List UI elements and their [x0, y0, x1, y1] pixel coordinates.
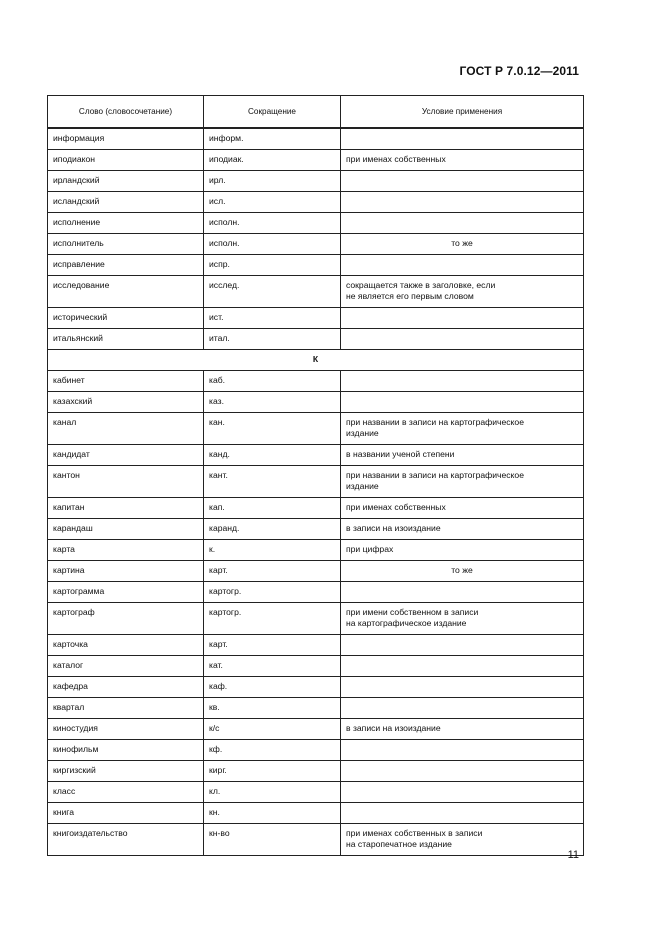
condition-line: издание: [346, 481, 379, 491]
cell-abbreviation: карт.: [204, 561, 341, 582]
cell-word: информация: [48, 128, 204, 150]
cell-word: картина: [48, 561, 204, 582]
table-row: [48, 171, 584, 192]
table-row: [48, 128, 584, 150]
condition-line: не является его первым словом: [346, 291, 474, 301]
cell-condition: [341, 782, 584, 803]
condition-line: при именах собственных: [346, 154, 446, 164]
condition-line: то же: [451, 565, 473, 575]
cell-word: каталог: [48, 656, 204, 677]
cell-abbreviation: ист.: [204, 308, 341, 329]
table-row: [48, 677, 584, 698]
cell-condition: [341, 740, 584, 761]
cell-condition: [341, 276, 584, 308]
cell-abbreviation: кап.: [204, 498, 341, 519]
table-row: [48, 603, 584, 635]
cell-word: исправление: [48, 255, 204, 276]
table-row: [48, 698, 584, 719]
cell-word: исторический: [48, 308, 204, 329]
cell-abbreviation: информ.: [204, 128, 341, 150]
table-row: [48, 329, 584, 350]
table-row: [48, 371, 584, 392]
condition-line: при имени собственном в записи: [346, 607, 479, 617]
cell-condition: [341, 540, 584, 561]
cell-condition: [341, 803, 584, 824]
cell-abbreviation: кн.: [204, 803, 341, 824]
table-row: [48, 466, 584, 498]
cell-word: книга: [48, 803, 204, 824]
cell-abbreviation: кант.: [204, 466, 341, 498]
cell-abbreviation: карт.: [204, 635, 341, 656]
condition-line: при цифрах: [346, 544, 394, 554]
cell-condition: [341, 561, 584, 582]
cell-abbreviation: итал.: [204, 329, 341, 350]
cell-abbreviation: кат.: [204, 656, 341, 677]
cell-condition: [341, 698, 584, 719]
condition-line: при названии в записи на картографическое: [346, 417, 524, 427]
cell-abbreviation: картогр.: [204, 603, 341, 635]
cell-condition: [341, 192, 584, 213]
table-header-row: [48, 96, 584, 129]
cell-word: карточка: [48, 635, 204, 656]
column-header-word: Слово (словосочетание): [48, 96, 204, 129]
section-letter-row: [48, 350, 584, 371]
cell-condition: [341, 466, 584, 498]
table-row: [48, 445, 584, 466]
cell-condition: [341, 677, 584, 698]
condition-line: то же: [451, 238, 473, 248]
condition-line: при названии в записи на картографическое: [346, 470, 524, 480]
cell-condition: [341, 656, 584, 677]
cell-abbreviation: каз.: [204, 392, 341, 413]
cell-abbreviation: кф.: [204, 740, 341, 761]
cell-condition: [341, 519, 584, 540]
cell-word: кандидат: [48, 445, 204, 466]
cell-word: книгоиздательство: [48, 824, 204, 856]
cell-abbreviation: каф.: [204, 677, 341, 698]
cell-condition: [341, 498, 584, 519]
condition-line: при именах собственных в записи: [346, 828, 483, 838]
cell-abbreviation: исполн.: [204, 234, 341, 255]
cell-word: казахский: [48, 392, 204, 413]
table-row: [48, 561, 584, 582]
cell-abbreviation: кн-во: [204, 824, 341, 856]
cell-word: картограмма: [48, 582, 204, 603]
cell-abbreviation: исл.: [204, 192, 341, 213]
cell-word: кантон: [48, 466, 204, 498]
condition-line: сокращается также в заголовке, если: [346, 280, 496, 290]
cell-abbreviation: к/с: [204, 719, 341, 740]
cell-word: картограф: [48, 603, 204, 635]
table-row: [48, 635, 584, 656]
cell-word: класс: [48, 782, 204, 803]
cell-word: исполнитель: [48, 234, 204, 255]
condition-line: на картографическое издание: [346, 618, 467, 628]
cell-abbreviation: кв.: [204, 698, 341, 719]
cell-word: киностудия: [48, 719, 204, 740]
table-row: [48, 192, 584, 213]
cell-abbreviation: каб.: [204, 371, 341, 392]
cell-condition: [341, 719, 584, 740]
table-row: [48, 498, 584, 519]
table-row: [48, 519, 584, 540]
cell-abbreviation: кирг.: [204, 761, 341, 782]
cell-condition: [341, 234, 584, 255]
cell-abbreviation: каранд.: [204, 519, 341, 540]
document-code: ГОСТ Р 7.0.12—2011: [459, 64, 579, 78]
cell-condition: [341, 824, 584, 856]
cell-word: ирландский: [48, 171, 204, 192]
table-row: [48, 540, 584, 561]
cell-abbreviation: кан.: [204, 413, 341, 445]
condition-line: в названии ученой степени: [346, 449, 455, 459]
cell-condition: [341, 128, 584, 150]
table-row: [48, 213, 584, 234]
table-row: [48, 150, 584, 171]
cell-condition: [341, 171, 584, 192]
cell-abbreviation: иподиак.: [204, 150, 341, 171]
cell-condition: [341, 255, 584, 276]
cell-abbreviation: исслед.: [204, 276, 341, 308]
table-row: [48, 413, 584, 445]
cell-condition: [341, 635, 584, 656]
cell-abbreviation: к.: [204, 540, 341, 561]
cell-word: итальянский: [48, 329, 204, 350]
cell-condition: [341, 445, 584, 466]
cell-word: канал: [48, 413, 204, 445]
cell-condition: [341, 329, 584, 350]
abbreviations-table: [47, 95, 584, 856]
table-row: [48, 824, 584, 856]
table-row: [48, 234, 584, 255]
cell-word: исполнение: [48, 213, 204, 234]
table-row: [48, 761, 584, 782]
cell-condition: [341, 308, 584, 329]
cell-condition: [341, 413, 584, 445]
cell-word: исследование: [48, 276, 204, 308]
cell-word: кинофильм: [48, 740, 204, 761]
table-row: [48, 803, 584, 824]
cell-abbreviation: ирл.: [204, 171, 341, 192]
table-row: [48, 255, 584, 276]
cell-abbreviation: канд.: [204, 445, 341, 466]
cell-word: квартал: [48, 698, 204, 719]
table-row: [48, 392, 584, 413]
cell-word: исландский: [48, 192, 204, 213]
condition-line: при именах собственных: [346, 502, 446, 512]
cell-abbreviation: испр.: [204, 255, 341, 276]
section-letter: К: [48, 350, 584, 371]
cell-word: капитан: [48, 498, 204, 519]
cell-abbreviation: исполн.: [204, 213, 341, 234]
cell-condition: [341, 150, 584, 171]
table-row: [48, 276, 584, 308]
table-row: [48, 740, 584, 761]
cell-abbreviation: кл.: [204, 782, 341, 803]
table-row: [48, 582, 584, 603]
condition-line: в записи на изоиздание: [346, 523, 441, 533]
cell-condition: [341, 392, 584, 413]
cell-condition: [341, 371, 584, 392]
cell-word: карандаш: [48, 519, 204, 540]
table-body: [48, 128, 584, 856]
condition-line: в записи на изоиздание: [346, 723, 441, 733]
cell-word: киргизский: [48, 761, 204, 782]
cell-word: иподиакон: [48, 150, 204, 171]
cell-condition: [341, 603, 584, 635]
cell-word: карта: [48, 540, 204, 561]
column-header-condition: Условие применения: [341, 96, 584, 129]
condition-line: издание: [346, 428, 379, 438]
table-row: [48, 782, 584, 803]
cell-condition: [341, 213, 584, 234]
table-row: [48, 308, 584, 329]
cell-condition: [341, 582, 584, 603]
column-header-abbreviation: Сокращение: [204, 96, 341, 129]
cell-condition: [341, 761, 584, 782]
condition-line: на старопечатное издание: [346, 839, 452, 849]
table-row: [48, 719, 584, 740]
cell-word: кабинет: [48, 371, 204, 392]
cell-word: кафедра: [48, 677, 204, 698]
page-number: 11: [567, 849, 579, 861]
table-row: [48, 656, 584, 677]
cell-abbreviation: картогр.: [204, 582, 341, 603]
